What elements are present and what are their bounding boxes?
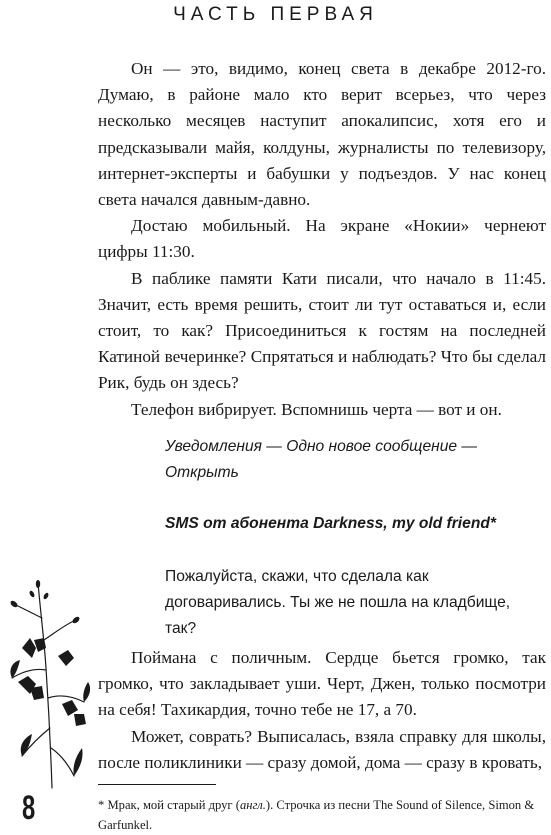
paragraph: В паблике памяти Кати писали, что начало в 11:45. Значит, есть время решить, стоит ли тут оставаться и, если стоит, то как? Присоединиться к гостям на последней Катиной вечеринке? Спрятаться и наблюдать? Что бы сделал Рик, будь он здесь? [98, 268, 546, 393]
fireweed-flower-sketch-icon [0, 578, 96, 790]
sms-sender: SMS от абонента Darkness, my old friend* [165, 515, 496, 532]
footnote-text-after: ). Строчка из песни The Sound of Silence, Simon & Garfunkel. [98, 798, 535, 832]
sms-notification: Уведомления — Одно новое сообщение — Открыть [165, 438, 477, 481]
sms-message: Пожалуйста, скажи, что сделала как договаривались. Ты же не пошла на кладбище, так? [165, 568, 511, 637]
footnote-text-before: Мрак, мой старый друг ( [107, 798, 240, 812]
paragraph: Может, соврать? Выписалась, взяла справку для школы, после поликлиники — сразу домой, дома — сразу в кровать, [98, 726, 546, 772]
footnote-italic: англ. [239, 798, 266, 812]
footnote [98, 795, 548, 835]
paragraph: Достаю мобильный. На экране «Нокии» чернеют цифры 11:30. [98, 216, 546, 262]
page-number: 8 [22, 789, 36, 827]
body-text-top [98, 56, 546, 423]
running-head: ЧАСТЬ ПЕРВАЯ [173, 4, 378, 25]
paragraph: Он — это, видимо, конец света в декабре 2012-го. Думаю, в районе мало кто верит всерьез, что через несколько месяцев наступит апокалипсис, хотя его и предсказывали майя, колдуны, журналисты по телевизору, интернет-эксперты и бабушки у подъездов. У нас конец света начался давным-давно. [98, 59, 546, 210]
paragraph: Телефон вибрирует. Вспомнишь черта — вот и он. [131, 399, 502, 419]
body-text-bottom [98, 645, 546, 776]
paragraph: Поймана с поличным. Сердце бьется громко, так громко, что закладывает уши. Черт, Джен, только посмотри на себя! Тахикардия, точно тебе не 17, а 70. [98, 648, 546, 720]
footnote-marker: * [98, 798, 105, 812]
footnote-rule [98, 784, 216, 785]
